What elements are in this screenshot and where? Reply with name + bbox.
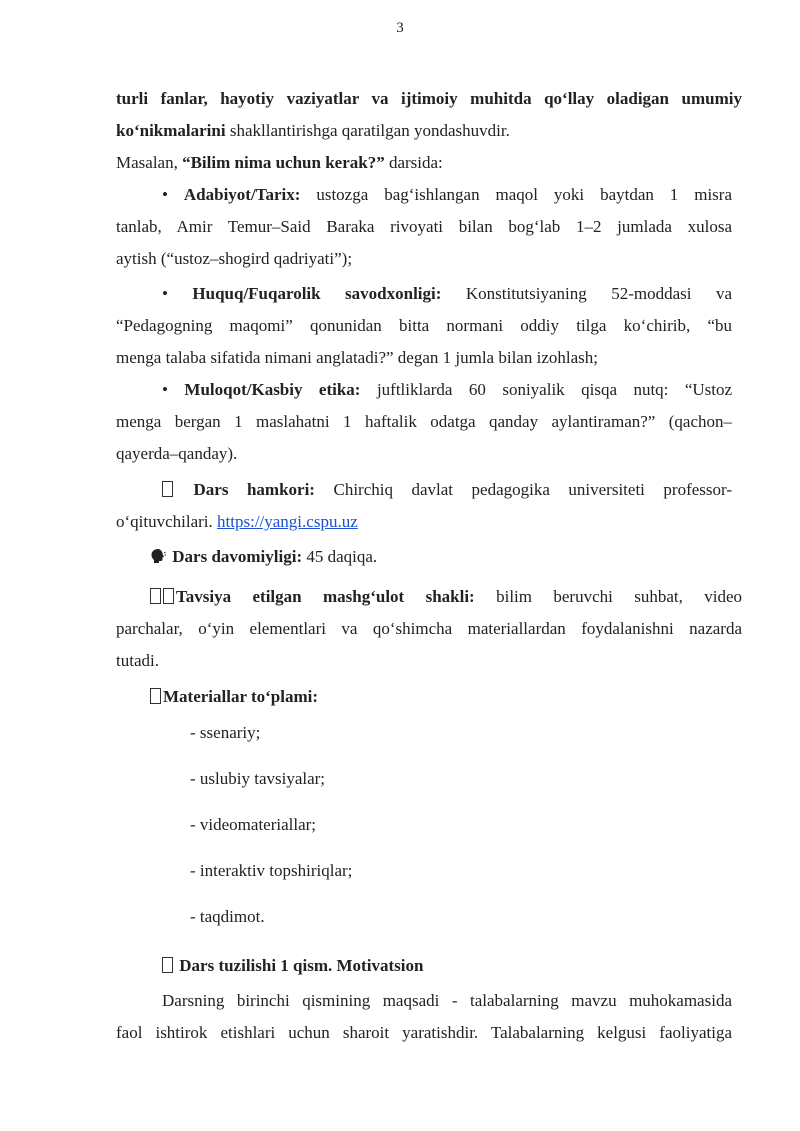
format-text: bilim beruvchi suhbat, video xyxy=(496,587,742,606)
format-line-3: tutadi. xyxy=(116,651,159,670)
missing-glyph-box-icon xyxy=(162,481,173,497)
example-suffix: darsida: xyxy=(384,153,443,172)
bullet-1-text: ustozga bag‘ishlangan maqol yoki baytdan 1 misra xyxy=(316,185,733,204)
duration-label: Dars davomiyligi: xyxy=(172,547,303,566)
bullet-3-line-1 xyxy=(162,379,732,401)
partner-text-2: o‘qituvchilari. xyxy=(116,512,218,531)
bullet-3-text: juftliklarda 60 soniyalik qisqa nutq: “Ustoz xyxy=(376,380,733,399)
intro-bold-term: ko‘nikmalarini xyxy=(116,121,226,140)
partner-line-2 xyxy=(116,511,358,533)
materials-item: - uslubiy tavsiyalar; xyxy=(190,769,326,788)
bullet-1-line-3: aytish (“ustoz–shogird qadriyati”); xyxy=(116,249,353,268)
duration-line xyxy=(150,546,377,568)
materials-item: - interaktiv topshiriqlar; xyxy=(190,861,353,880)
materials-item: - taqdimot. xyxy=(190,907,265,926)
materials-label: Materiallar to‘plami: xyxy=(163,687,319,706)
intro-rest-text: shakllantirishga qaratilgan yondashuvdir. xyxy=(225,121,510,140)
example-lesson-title: “Bilim nima uchun kerak?” xyxy=(182,153,385,172)
bullet-marker: • xyxy=(162,380,168,399)
materials-item: - ssenariy; xyxy=(190,723,261,742)
bullet-3-line-3: qayerda–qanday). xyxy=(116,444,238,463)
missing-glyph-box-icon xyxy=(150,588,161,604)
missing-glyph-box-icon xyxy=(162,957,173,973)
structure-heading-text: Dars tuzilishi 1 qism. Motivatsion xyxy=(179,956,424,975)
bullet-3-title: Muloqot/Kasbiy etika: xyxy=(184,380,361,399)
format-label: Tavsiya etilgan mashg‘ulot shakli: xyxy=(176,587,475,606)
bullet-2-text: Konstitutsiyaning 52-moddasi va xyxy=(465,284,732,303)
bullet-1-line-2: tanlab, Amir Temur–Said Baraka rivoyati bilan bog‘lab 1–2 jumlada xulosa xyxy=(116,217,732,236)
format-line-2: parchalar, o‘yin elementlari va qo‘shimcha materiallardan foydalanishni nazarda xyxy=(116,619,742,638)
bullet-marker: • xyxy=(162,284,168,303)
materials-heading xyxy=(150,686,318,708)
structure-line-1: Darsning birinchi qismining maqsadi - talabalarning mavzu muhokamasida xyxy=(162,991,732,1010)
bullet-1-title: Adabiyot/Tarix: xyxy=(183,185,301,204)
bullet-2-line-3: menga talaba sifatida nimani anglatadi?” degan 1 jumla bilan izohlash; xyxy=(116,348,598,367)
duration-value: 45 daqiqa. xyxy=(302,547,378,566)
page-number: 3 xyxy=(396,20,404,36)
bullet-2-line-2: “Pedagogning maqomi” qonunidan bitta normani oddiy tilga ko‘chirib, “bu xyxy=(116,316,732,335)
bullet-3-line-2: menga bergan 1 maslahatni 1 haftalik odatga qanday aylantiraman?” (qachon– xyxy=(116,412,732,431)
example-prefix: Masalan, xyxy=(116,153,183,172)
partner-line-1 xyxy=(162,479,732,501)
example-line xyxy=(116,152,443,174)
intro-bold-text: turli fanlar, hayotiy vaziyatlar va ijtimoiy muhitda qo‘llay oladigan umumiy xyxy=(116,89,742,108)
partner-text: Chirchiq davlat pedagogika universiteti professor- xyxy=(333,480,732,499)
bullet-1-line-1 xyxy=(162,184,732,206)
missing-glyph-box-icon xyxy=(163,588,174,604)
bullet-2-line-1 xyxy=(162,283,732,305)
bullet-marker: • xyxy=(162,185,168,204)
structure-heading xyxy=(162,955,423,977)
structure-line-2: faol ishtirok etishlari uchun sharoit yaratishdir. Talabalarning kelgusi faoliyatiga xyxy=(116,1023,732,1042)
format-line-1 xyxy=(150,586,742,608)
partner-website-link[interactable]: https://yangi.cspu.uz xyxy=(217,512,358,531)
partner-label: Dars hamkori: xyxy=(193,480,315,499)
bullet-2-title: Huquq/Fuqarolik savodxonligi: xyxy=(192,284,442,303)
intro-line-1 xyxy=(116,88,742,110)
speaking-head-icon xyxy=(150,548,166,564)
intro-line-2 xyxy=(116,120,510,142)
materials-item: - videomateriallar; xyxy=(190,815,317,834)
missing-glyph-box-icon xyxy=(150,688,161,704)
